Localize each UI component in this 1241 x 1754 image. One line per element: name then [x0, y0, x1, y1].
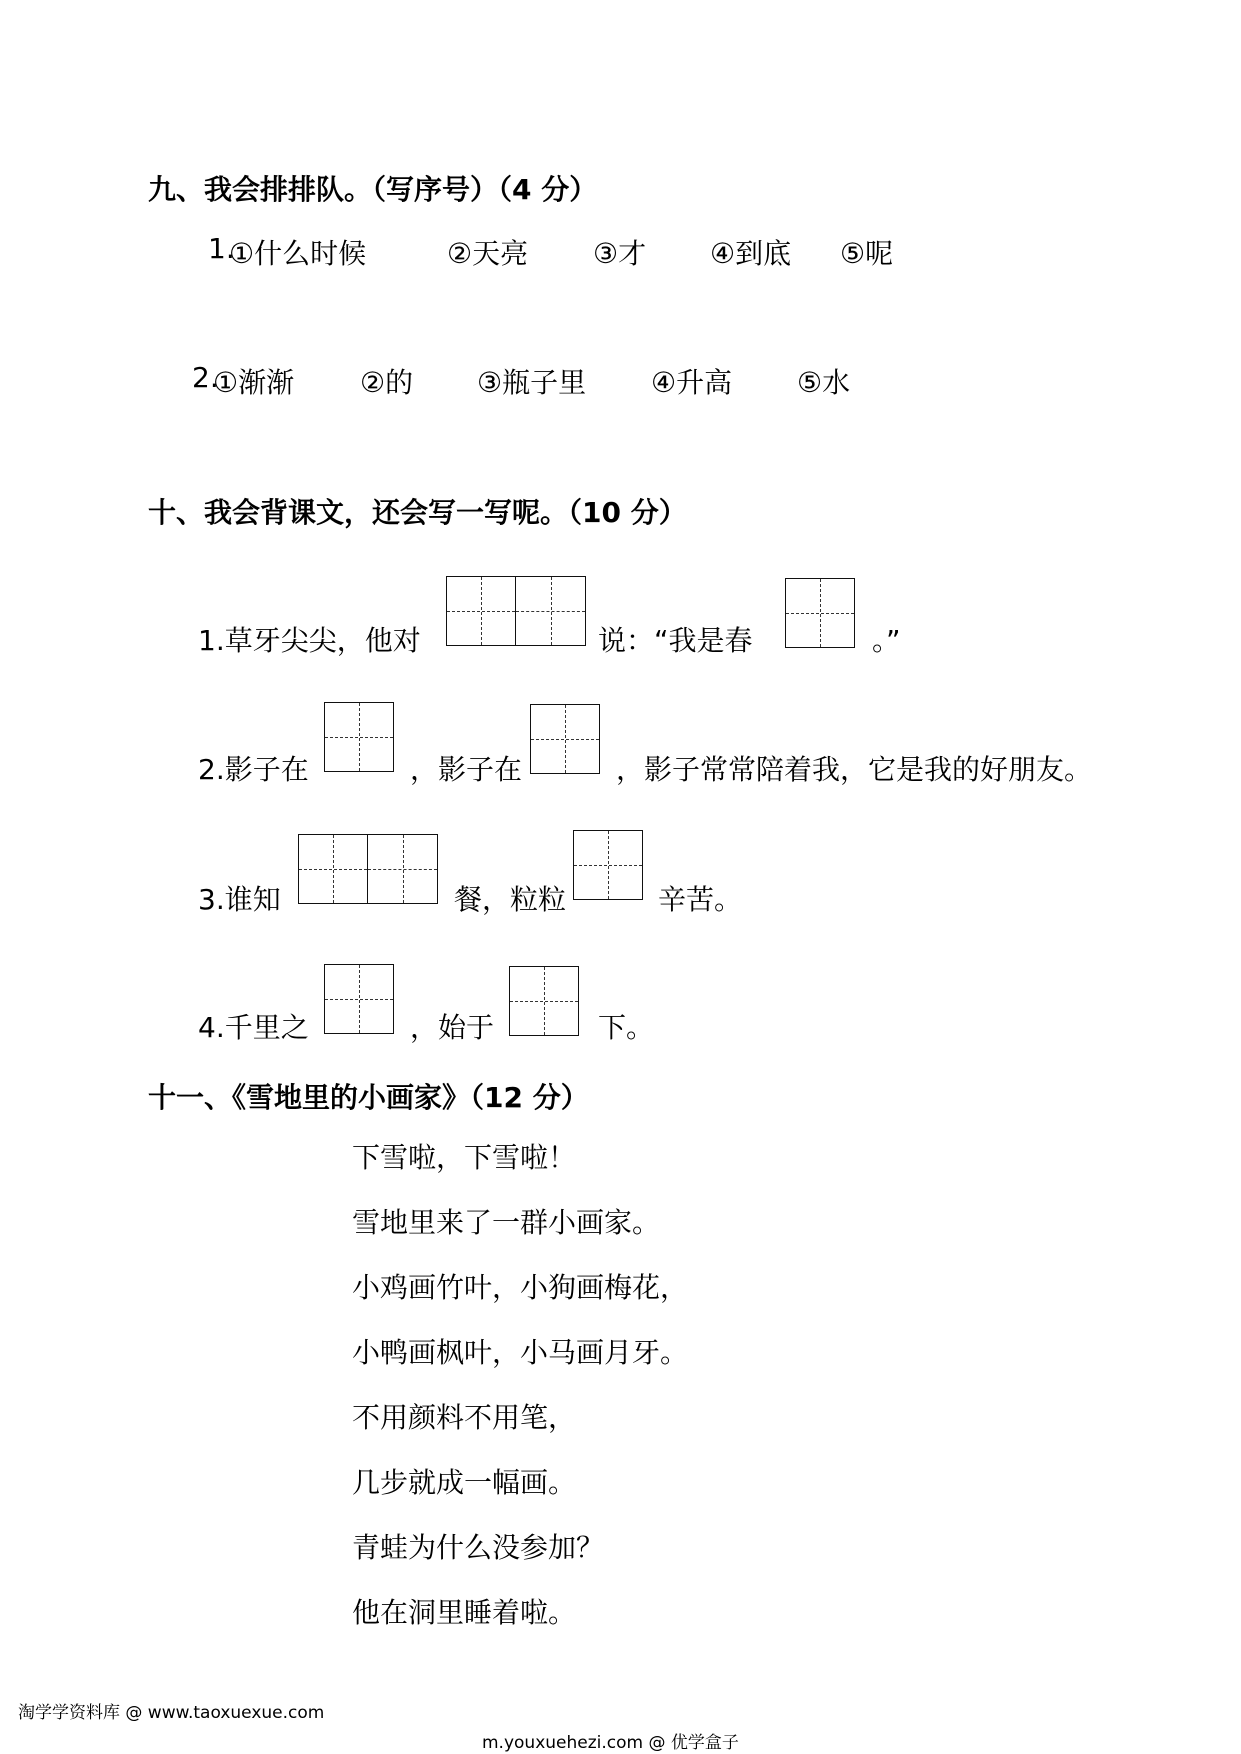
section10-q4-blank-2[interactable]: [509, 966, 579, 1036]
section9-q2-option-4: ④升高: [651, 366, 733, 399]
section9-q2-label: 2.: [192, 361, 219, 394]
writing-grid-cell[interactable]: [530, 704, 600, 774]
poem-line: 小鸭画枫叶，小马画月牙。: [352, 1336, 689, 1369]
section10-q4-text-1: 4.千里之: [198, 1011, 309, 1044]
section10-q4-text-2: ，始于: [410, 1011, 495, 1044]
section9-q1-option-2: ②天亮: [447, 237, 529, 270]
writing-grid-cell[interactable]: [516, 576, 586, 646]
section9-q2-option-2: ②的: [360, 366, 414, 399]
section10-q3-text-2: 餐，粒粒: [454, 883, 567, 916]
writing-grid-cell[interactable]: [298, 834, 368, 904]
writing-grid-cell[interactable]: [446, 576, 516, 646]
section9-q2-option-1: ①渐渐: [213, 366, 295, 399]
section10-q1-blank-2[interactable]: [785, 578, 855, 648]
section9-q2-option-3: ③瓶子里: [477, 366, 587, 399]
section9-q1-option-1: ①什么时候: [229, 237, 367, 270]
section10-q4-text-3: 下。: [598, 1011, 655, 1044]
footer-watermark-left: 淘学学资料库 @ www.taoxuexue.com: [18, 1703, 325, 1723]
section9-q2-option-5: ⑤水: [797, 366, 851, 399]
poem-line: 雪地里来了一群小画家。: [352, 1206, 661, 1239]
section10-q3-blank-2[interactable]: [573, 830, 643, 900]
poem-line: 小鸡画竹叶，小狗画梅花，: [352, 1271, 689, 1304]
section9-heading: 九、我会排排队。（写序号）（4 分）: [148, 173, 598, 206]
writing-grid-cell[interactable]: [368, 834, 438, 904]
section10-q2-blank-1[interactable]: [324, 702, 394, 772]
section9-q1-label: 1.: [208, 232, 235, 265]
writing-grid-cell[interactable]: [573, 830, 643, 900]
section11-heading: 十一、《雪地里的小画家》（12 分）: [148, 1081, 589, 1114]
section10-q1-text-2: 说：“我是春: [598, 624, 753, 657]
section10-q3-text-3: 辛苦。: [658, 883, 743, 916]
writing-grid-cell[interactable]: [509, 966, 579, 1036]
section10-q1-blank-1[interactable]: [446, 576, 586, 646]
footer-watermark-center: m.youxuehezi.com @ 优学盒子: [482, 1733, 739, 1753]
section10-heading: 十、我会背课文，还会写一写呢。（10 分）: [148, 496, 687, 529]
poem-line: 几步就成一幅画。: [352, 1466, 577, 1499]
poem-line: 青蛙为什么没参加？: [352, 1531, 605, 1564]
section10-q1-text-3: 。”: [872, 624, 901, 657]
section10-q4-blank-1[interactable]: [324, 964, 394, 1034]
poem-line: 他在洞里睡着啦。: [352, 1596, 577, 1629]
section10-q3-blank-1[interactable]: [298, 834, 438, 904]
writing-grid-cell[interactable]: [785, 578, 855, 648]
section10-q2-text-2: ，影子在: [410, 753, 523, 786]
poem-line: 不用颜料不用笔，: [352, 1401, 577, 1434]
writing-grid-cell[interactable]: [324, 702, 394, 772]
section10-q2-blank-2[interactable]: [530, 704, 600, 774]
section9-q1-option-4: ④到底: [710, 237, 792, 270]
section10-q3-text-1: 3.谁知: [198, 883, 281, 916]
section10-q2-text-1: 2.影子在: [198, 753, 309, 786]
section9-q1-option-3: ③才: [593, 237, 647, 270]
writing-grid-cell[interactable]: [324, 964, 394, 1034]
section10-q1-text-1: 1.草牙尖尖，他对: [198, 624, 421, 657]
section10-q2-text-3: ，影子常常陪着我，它是我的好朋友。: [616, 753, 1093, 786]
section9-q1-option-5: ⑤呢: [840, 237, 894, 270]
poem-line: 下雪啦，下雪啦！: [352, 1141, 577, 1174]
